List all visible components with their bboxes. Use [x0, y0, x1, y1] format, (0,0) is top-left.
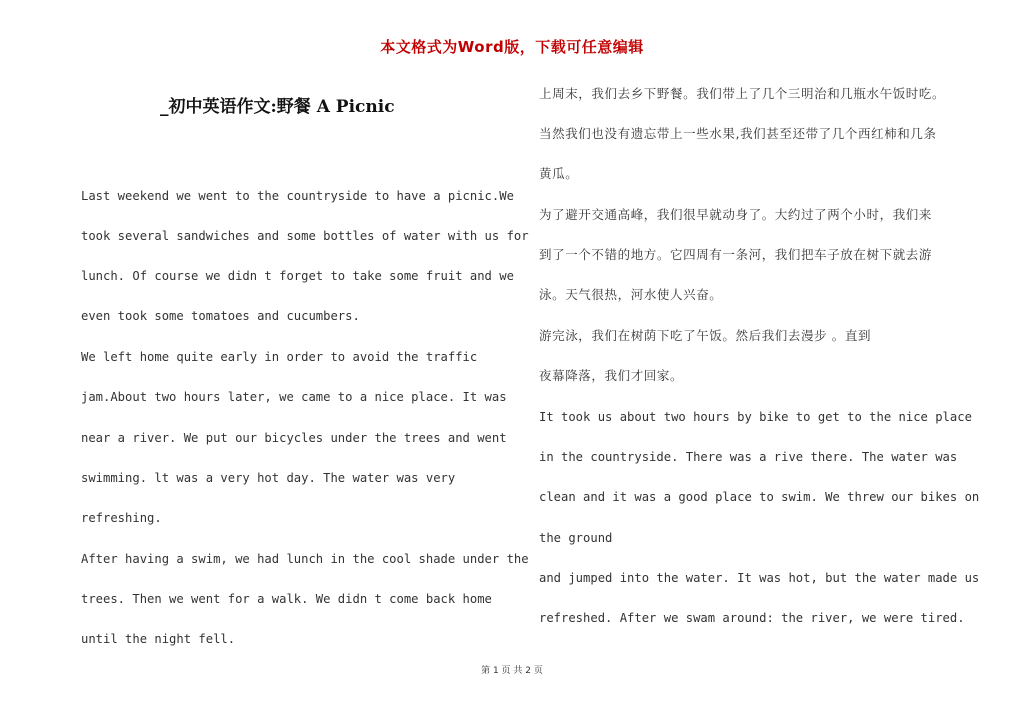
chinese-line: 上周末，我们去乡下野餐。我们带上了几个三明治和几瓶水午饭时吃。	[539, 86, 946, 101]
text-line: It took us about two hours by bike to get to the nice place	[539, 410, 972, 424]
chinese-line: 游完泳，我们在树荫下吃了午饭。然后我们去漫步 。直到	[539, 328, 872, 343]
text-line: We left home quite early in order to avoid the traffic	[81, 350, 478, 364]
chinese-line: 为了避开交通高峰，我们很早就动身了。大约过了两个小时，我们来	[539, 207, 933, 222]
chinese-line: 到了一个不错的地方。它四周有一条河，我们把车子放在树下就去游	[539, 247, 933, 262]
text-line: jam.About two hours later, we came to a nice place. It was	[81, 390, 507, 404]
text-line: the ground	[539, 531, 613, 545]
text-line: lunch. Of course we didn t forget to take some fruit and we	[81, 269, 514, 283]
text-line: near a river. We put our bicycles under the trees and went	[81, 431, 507, 445]
text-line: until the night fell.	[81, 632, 236, 646]
text-line: After having a swim, we had lunch in the cool shade under the	[81, 552, 529, 566]
page-footer: 第 1 页 共 2 页	[481, 666, 543, 676]
text-line: refreshing.	[81, 511, 162, 525]
text-line: Last weekend we went to the countryside to have a picnic.We	[81, 189, 514, 203]
text-line: swimming. lt was a very hot day. The water was very	[81, 471, 456, 485]
chinese-line: 泳。天气很热，河水使人兴奋。	[539, 287, 723, 302]
text-line: clean and it was a good place to swim. We threw our bikes on	[539, 490, 980, 504]
text-line: and jumped into the water. It was hot, but the water made us	[539, 571, 980, 585]
text-line: trees. Then we went for a walk. We didn t come back home	[81, 592, 492, 606]
text-line: in the countryside. There was a rive there. The water was	[539, 450, 958, 464]
essay-title: _初中英语作文:野餐 A Picnic	[160, 97, 395, 117]
text-line: refreshed. After we swam around: the river, we were tired.	[539, 611, 965, 625]
text-line: took several sandwiches and some bottles of water with us for	[81, 229, 529, 243]
download-banner: 本文格式为Word版，下载可任意编辑	[380, 38, 644, 56]
text-line: even took some tomatoes and cucumbers.	[81, 309, 360, 323]
chinese-line: 夜幕降落，我们才回家。	[539, 368, 684, 383]
chinese-line: 当然我们也没有遗忘带上一些水果,我们甚至还带了几个西红柿和几条	[539, 126, 937, 141]
chinese-line: 黄瓜。	[539, 166, 579, 181]
